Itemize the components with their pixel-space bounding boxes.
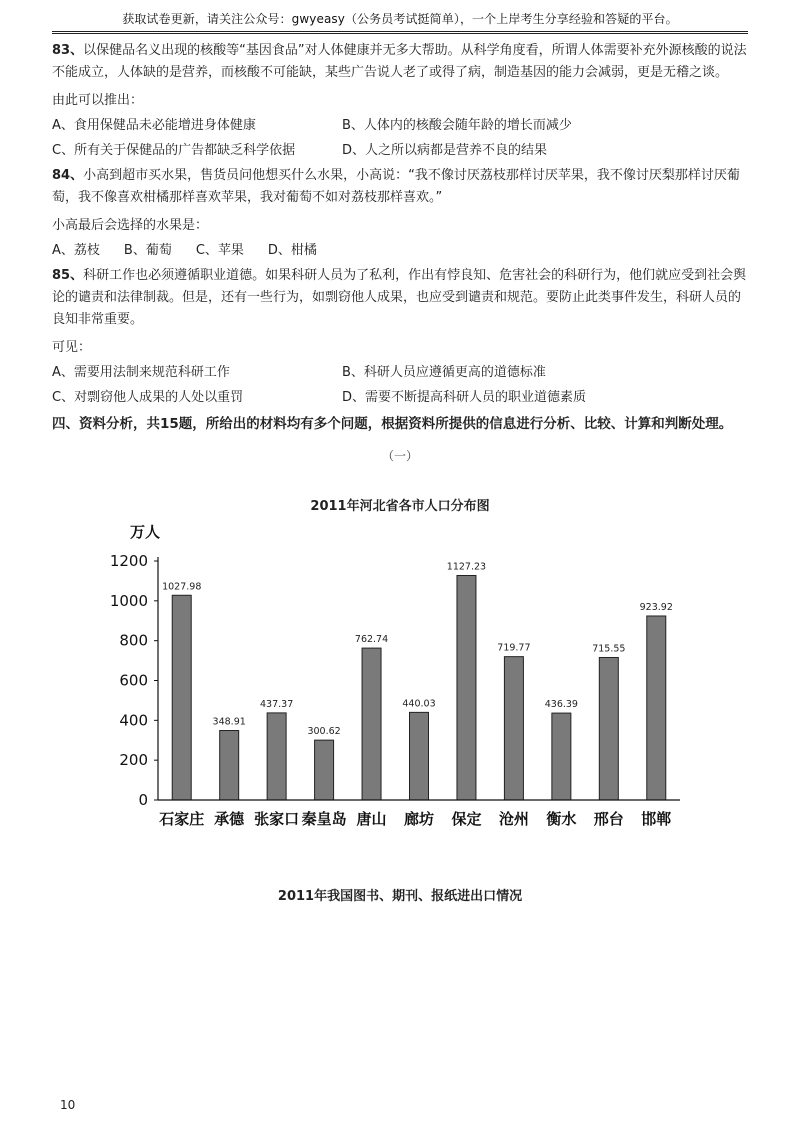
bar [599, 657, 618, 800]
bar-data-label: 1027.98 [162, 581, 202, 593]
q83-options-row1 [52, 115, 748, 137]
q84-options-row [52, 240, 748, 262]
q84-text: 小高到超市买水果，售货员问他想买什么水果，小高说：“我不像讨厌荔枝那样讨厌苹果，我不像讨厌梨那样讨厌葡萄，我不像喜欢柑橘那样喜欢苹果，我对葡萄不如对荔枝那样喜欢。” [52, 168, 740, 205]
x-tick-label: 保定 [451, 810, 482, 828]
q83-text: 以保健品名义出现的核酸等“基因食品”对人体健康并无多大帮助。从科学角度看，所谓人体需要补充外源核酸的说法不能成立，人体缺的是营养，而核酸不可能缺，某些广告说人老了或得了病，制造基因的能力会减弱，更是无稽之谈。 [52, 43, 747, 80]
q84-option-d: D、柑橘 [267, 243, 317, 258]
section-title: 四、资料分析，共15题，所给出的材料均有多个问题，根据资料所提供的信息进行分析、比较、计算和判断处理。 [52, 416, 733, 432]
bar [315, 740, 334, 800]
bar [220, 731, 239, 800]
q83-option-d: D、人之所以病都是营养不良的结果 [342, 143, 548, 158]
content [52, 40, 748, 467]
x-tick-label: 沧州 [498, 810, 529, 828]
bar [504, 657, 523, 800]
q83-option-b: B、人体内的核酸会随年龄的增长而减少 [342, 118, 572, 133]
bar-data-label: 348.91 [212, 716, 246, 728]
bar-data-label: 1127.23 [446, 561, 487, 573]
bar-data-label: 436.39 [544, 699, 578, 711]
q85-options-row1 [52, 362, 748, 384]
bar-data-label: 437.37 [260, 698, 294, 710]
bar-data-label: 300.62 [307, 726, 341, 738]
q85-stem [52, 265, 748, 331]
q83-option-a: A、食用保健品未必能增进身体健康 [52, 118, 256, 133]
q84-number: 84、 [52, 168, 84, 183]
bar [172, 595, 191, 800]
chart-title: 2011年河北省各市人口分布图 [310, 499, 490, 514]
y-tick-label: 200 [119, 751, 148, 770]
x-tick-label: 唐山 [356, 810, 387, 828]
bar-data-label: 762.74 [354, 634, 389, 646]
q85-number: 85、 [52, 268, 84, 283]
q85-option-d: D、需要不断提高科研人员的职业道德素质 [342, 390, 587, 405]
y-tick-label: 600 [119, 671, 148, 690]
q83-option-c: C、所有关于保健品的广告都缺乏科学依据 [52, 143, 296, 158]
y-tick-label: 1200 [110, 552, 148, 570]
population-bar-chart [110, 515, 700, 835]
section-subtitle: （一） [381, 449, 418, 463]
x-tick-label: 邯郸 [641, 810, 672, 828]
bar-data-label: 440.03 [402, 698, 436, 710]
page-header: 获取试卷更新，请关注公众号：gwyeasy（公务员考试挺简单），一个上岸考生分享经验和答疑的平台。 [122, 12, 678, 26]
bar [457, 575, 476, 800]
x-tick-label: 邢台 [593, 810, 624, 828]
y-axis-label: 万人 [130, 523, 161, 541]
y-tick-label: 400 [119, 711, 148, 730]
q84-option-b: B、葡萄 [123, 243, 172, 258]
x-tick-label: 张家口 [254, 810, 300, 828]
q85-text: 科研工作也必须遵循职业道德。如果科研人员为了私利，作出有悖良知、危害社会的科研行为，他们就应受到社会舆论的谴责和法律制裁。但是，还有一些行为，如剽窃他人成果，也应受到谴责和规范。要防止此类事件发生，科研人员的良知非常重要。 [52, 268, 747, 327]
q85-option-c: C、对剽窃他人成果的人处以重罚 [52, 390, 244, 405]
bar-data-label: 715.55 [592, 643, 626, 655]
q83-number: 83、 [52, 43, 84, 58]
y-tick-label: 800 [119, 631, 148, 650]
q85-prompt: 可见： [52, 340, 92, 355]
x-tick-label: 廊坊 [403, 810, 435, 828]
page-number: 10 [60, 1098, 76, 1112]
x-tick-label: 承德 [214, 810, 245, 828]
bar [410, 712, 429, 800]
bar-data-label: 719.77 [497, 642, 531, 654]
q84-option-c: C、苹果 [195, 243, 244, 258]
bar [552, 713, 571, 800]
q85-option-a: A、需要用法制来规范科研工作 [52, 365, 230, 380]
table-title: 2011年我国图书、期刊、报纸进出口情况 [277, 889, 523, 904]
x-tick-label: 石家庄 [159, 810, 205, 828]
bar [267, 713, 286, 800]
bar [362, 648, 381, 800]
q85-options-row2 [52, 387, 748, 409]
q85-option-b: B、科研人员应遵循更高的道德标准 [342, 365, 546, 380]
bar-data-label: 923.92 [639, 601, 673, 613]
q84-prompt: 小高最后会选择的水果是： [52, 218, 209, 233]
q84-option-a: A、荔枝 [52, 243, 100, 258]
q84-stem [52, 165, 748, 209]
x-tick-label: 衡水 [546, 810, 577, 828]
y-tick-label: 0 [138, 791, 148, 809]
bar [647, 616, 666, 800]
q83-stem [52, 40, 748, 84]
q83-prompt: 由此可以推出： [52, 93, 144, 108]
x-tick-label: 秦皇岛 [301, 810, 347, 828]
y-tick-label: 1000 [110, 591, 148, 610]
q83-options-row2 [52, 140, 748, 162]
header-rule [52, 31, 748, 34]
